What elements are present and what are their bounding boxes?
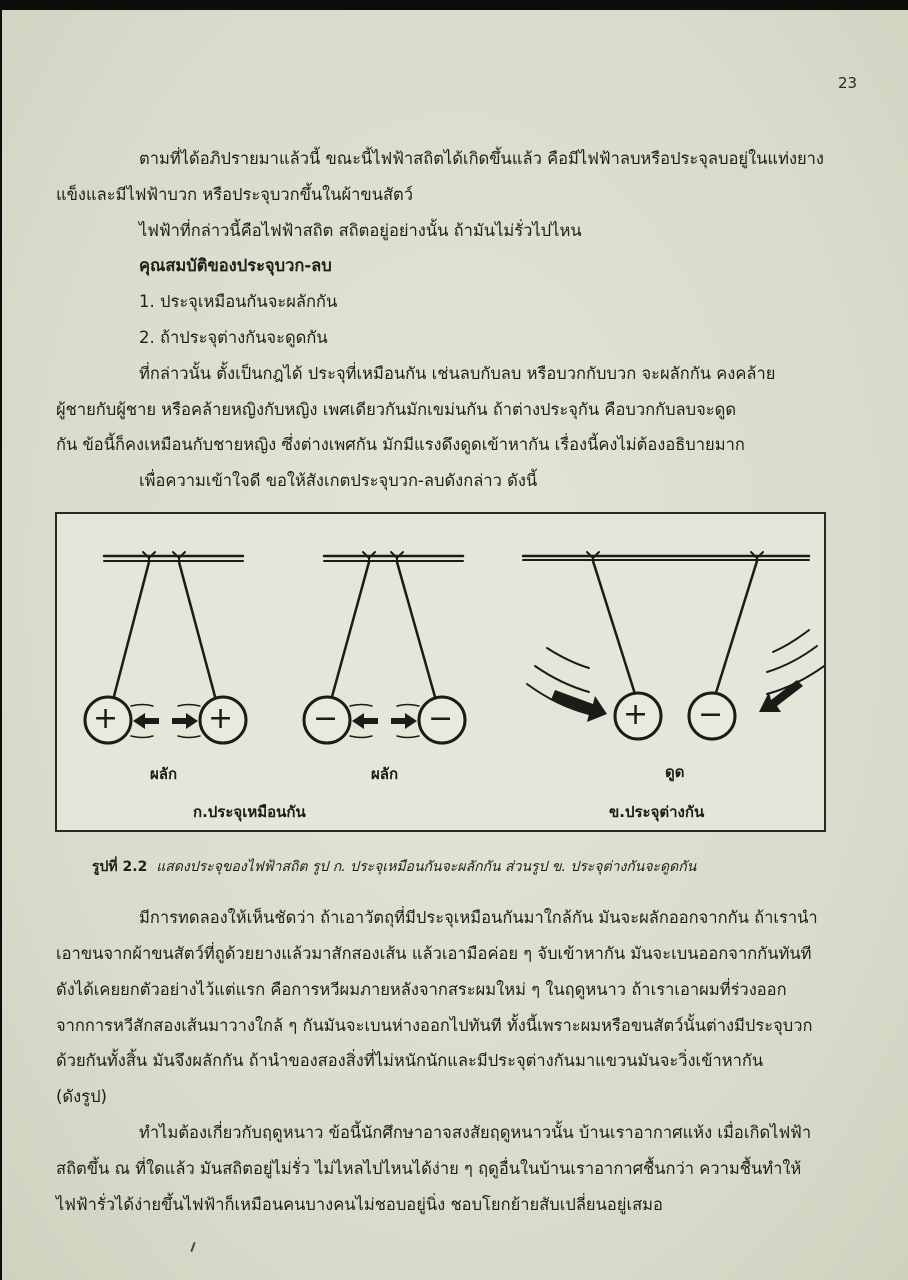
repel-label: ผลัก [150,765,178,783]
text-line: มีการทดลองให้เห็นชัดว่า ถ้าเอาวัตถุที่มีประจุเหมือนกันมาใกล้กัน มันจะผลักออกจากกัน ถ้าเรานำ [139,908,818,927]
plus-sign: + [623,697,649,732]
text-line: ตามที่ได้อภิปรายมาแล้วนี้ ขณะนี้ไฟฟ้าสถิตได้เกิดขึ้นแล้ว คือมีไฟฟ้าลบหรือประจุลบอยู่ในแท่งยาง [139,149,824,168]
text-line: ไฟฟ้ารั่วได้ง่ายขึ้นไฟฟ้าก็เหมือนคนบางคนไม่ชอบอยู่นิ่ง ชอบโยกย้ายสับเปลี่ยนอยู่เสมอ [56,1195,663,1214]
text-line: กัน ข้อนี้ก็คงเหมือนกับชายหญิง ซึ่งต่างเพศกัน มักมีแรงดึงดูดเข้าหากัน เรื่องนี้คงไม่ต้องอธิบายมาก [56,435,745,454]
section-heading: คุณสมบัติของประจุบวก-ลบ [139,256,332,275]
text-line: ดังได้เคยยกตัวอย่างไว้แต่แรก คือการหวีผมภายหลังจากสระผมใหม่ ๆ ในฤดูหนาว ถ้าเราเอาผมที่ร่วงออก [56,980,787,999]
text-line: จากการหวีสักสองเส้นมาวางใกล้ ๆ กันมันจะเบนห่างออกไปทันที ทั้งนี้เพราะผมหรือขนสัตว์นั้นต่างมีประจุบวก [56,1016,813,1035]
page-number: 23 [838,74,858,92]
caption-text: แสดงประจุของไฟฟ้าสถิต รูป ก. ประจุเหมือนกันจะผลักกัน ส่วนรูป ข. ประจุต่างกันจะดูดกัน [156,859,697,875]
group-b-label: ข.ประจุต่างกัน [609,803,705,821]
attract-label: ดูด [665,763,685,781]
text-line: (ดังรูป) [56,1087,107,1106]
figure-charges [55,512,826,832]
minus-sign: − [313,701,339,736]
list-item: 2. ถ้าประจุต่างกันจะดูดกัน [139,328,328,347]
repel-label: ผลัก [371,765,399,783]
figure-caption [92,856,696,878]
minus-sign: − [698,697,724,732]
list-item: 1. ประจุเหมือนกันจะผลักกัน [139,292,338,311]
group-a-label: ก.ประจุเหมือนกัน [193,803,306,821]
plus-sign: + [93,701,119,736]
text-line: ทำไมต้องเกี่ยวกับฤดูหนาว ข้อนี้นักศึกษาอาจสงสัยฤดูหนาวนั้น บ้านเราอากาศแห้ง เมื่อเกิดไฟฟ้า [139,1123,812,1142]
caption-prefix: รูปที่ 2.2 [92,859,148,875]
plus-sign: + [208,701,234,736]
text-line: เพื่อความเข้าใจดี ขอให้สังเกตประจุบวก-ลบดังกล่าว ดังนี้ [139,471,538,490]
book-page [2,10,908,1280]
text-line: สถิตขึ้น ณ ที่ใดแล้ว มันสถิตอยู่ไม่รั่ว ไม่ไหลไปไหนได้ง่าย ๆ ฤดูอื่นในบ้านเราอากาศชื้นกว่า ความชื้นทำให้ [56,1159,802,1178]
stray-mark [190,1242,195,1252]
text-line: เอาขนจากผ้าขนสัตว์ที่ถูด้วยยางแล้วมาสักสองเส้น แล้วเอามือค่อย ๆ จับเข้าหากัน มันจะเบนออกจากกันทันที [56,944,812,963]
text-line: ผู้ชายกับผู้ชาย หรือคล้ายหญิงกับหญิง เพศเดียวกันมักเขม่นกัน ถ้าต่างประจุกัน คือบวกกับลบจะดูด [56,400,737,419]
minus-sign: − [428,701,454,736]
text-line: แข็งและมีไฟฟ้าบวก หรือประจุบวกขึ้นในผ้าขนสัตว์ [56,185,414,204]
text-line: ไฟฟ้าที่กล่าวนี้คือไฟฟ้าสถิต สถิตอยู่อย่างนั้น ถ้ามันไม่รั่วไปไหน [139,221,582,240]
text-line: ที่กล่าวนั้น ตั้งเป็นกฎได้ ประจุที่เหมือนกัน เช่นลบกับลบ หรือบวกกับบวก จะผลักกัน คงคล้าย [139,364,776,383]
text-line: ด้วยกันทั้งสิ้น มันจึงผลักกัน ถ้านำของสองสิ่งที่ไม่หนักนักและมีประจุต่างกันมาแขวนมันจะวิ่งเข้าหากัน [56,1051,764,1070]
